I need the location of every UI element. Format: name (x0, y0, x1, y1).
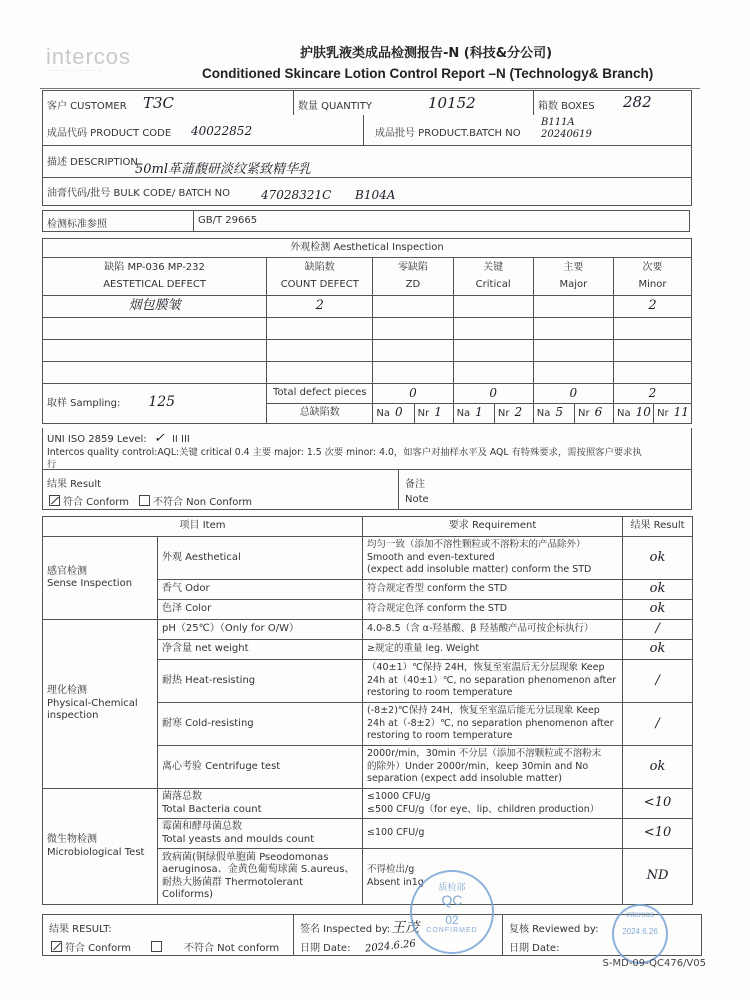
batch-value-2: 20240619 (541, 129, 592, 140)
na-label: Na (536, 408, 551, 420)
defect-row (43, 362, 692, 384)
total-zd: 0 (373, 384, 453, 404)
nonconform-label: 不符合 Non Conform (153, 497, 253, 508)
na-label: Na (376, 408, 390, 420)
header-major: 主要 Major (533, 258, 613, 296)
test-row (43, 537, 693, 580)
test-requirement: 2000r/min，30min 不分层（添加不溶颗粒或不溶粉末 的除外）Under 2000r/min，keep 30min and No separation (expect add insoluble matter) (363, 746, 623, 789)
product-code-value: 40022852 (191, 124, 253, 138)
test-result: / (623, 660, 693, 703)
divider (193, 211, 194, 231)
defect-count: 2 (267, 296, 373, 318)
nr-value: 11 (673, 405, 689, 420)
defect-critical (453, 362, 533, 384)
test-result: ok (623, 580, 693, 600)
total-critical: 0 (453, 384, 533, 404)
note-label-en: Note (405, 494, 429, 505)
test-item: 色泽 Color (158, 600, 363, 620)
na-value: 1 (475, 405, 483, 420)
conform-label: 符合 Conform (63, 497, 129, 508)
final-result-label: 结果 RESULT: (49, 924, 112, 935)
batch-label: 成品批号 PRODUCT.BATCH NO (375, 128, 521, 139)
defect-count (267, 362, 373, 384)
nr-value: 6 (594, 405, 603, 420)
document-code: S-MD-09-QC476/V05 (602, 958, 706, 969)
na-cell (373, 404, 414, 424)
nr-value: 1 (434, 405, 442, 420)
final-notconform-option[interactable] (151, 939, 279, 954)
defect-critical (453, 318, 533, 340)
standard-label: 检测标准参照 (47, 219, 107, 230)
defect-row (43, 296, 692, 318)
defect-defect (43, 362, 267, 384)
na-label: Na (456, 408, 471, 420)
defect-zd (373, 318, 453, 340)
na-cell (533, 404, 574, 424)
header-requirement: 要求 Requirement (363, 517, 623, 537)
nr-cell (414, 404, 453, 424)
standard-row (42, 210, 690, 232)
test-requirement: 均匀一致（添加不溶性颗粒或不溶粉末的产品除外） Smooth and even-textured (expect add insoluble matter) conform the STD (363, 537, 623, 580)
header-result: 结果 Result (623, 517, 693, 537)
test-requirement: （40±1）℃保持 24H，恢复至室温后无分层现象 Keep 24h at（40±1）℃, no separation phenomenon after restoring to room temperature (363, 660, 623, 703)
standard-value: GB/T 29665 (198, 215, 258, 226)
inspected-date-label: 日期 Date: (300, 943, 351, 954)
defect-major (533, 340, 613, 362)
intercos-logo: intercos (46, 44, 132, 69)
test-result: ok (623, 746, 693, 789)
nr-label: Nr (578, 408, 590, 420)
test-group: 感官检测 Sense Inspection (43, 537, 158, 620)
nr-label: Nr (497, 408, 510, 420)
na-value: 0 (394, 405, 403, 420)
product-code-label: 成品代码 PRODUCT CODE (47, 128, 172, 139)
final-notconform-label: 不符合 Not conform (184, 943, 280, 954)
logo-tagline: — — — — — — — — — (48, 68, 103, 73)
info-row-1 (42, 90, 692, 116)
bulk-label: 油膏代码/批号 BULK CODE/ BATCH NO (47, 188, 230, 199)
defect-major (533, 362, 613, 384)
qc-confirmed-stamp: 质检部 QC 02 CONFIRMED (410, 870, 494, 954)
iso-levels: II III (171, 434, 190, 445)
header-divider (40, 88, 700, 89)
divider (293, 915, 294, 955)
test-requirement: ≤100 CFU/g (363, 819, 623, 849)
test-item: 外观 Aesthetical (158, 537, 363, 580)
defect-zd (373, 296, 453, 318)
test-group: 理化检测 Physical-Chemical inspection (43, 620, 158, 789)
quantity-label: 数量 QUANTITY (298, 101, 372, 112)
result-block (42, 470, 692, 510)
defect-defect (43, 340, 267, 362)
nr-label: Nr (657, 408, 669, 420)
bulk-value-2: B104A (355, 188, 396, 202)
nr-cell (494, 404, 533, 424)
total-label-cn: 总缺陷数 (267, 404, 373, 424)
header-item: 项目 Item (43, 517, 363, 537)
report-title-cn: 护肤乳液类成品检测报告-N (科技&分公司) (300, 46, 553, 61)
description-label: 描述 DESCRIPTION (47, 157, 138, 168)
info-row-2 (42, 115, 692, 146)
header-minor: 次要 Minor (613, 258, 691, 296)
defect-major (533, 296, 613, 318)
test-requirement: 符合规定色泽 conform the STD (363, 600, 623, 620)
test-requirement: (-8±2)℃保持 24H，恢复至室温后能无分层现象 Keep 24h at（-8±2）℃, no separation phenomenon after restoring to room temperature (363, 703, 623, 746)
na-value: 10 (635, 405, 651, 420)
divider (502, 915, 503, 955)
boxes-value: 282 (623, 93, 652, 111)
na-cell (613, 404, 653, 424)
na-label: Na (616, 408, 631, 420)
nonconform-checkbox[interactable] (139, 495, 150, 506)
header-count: 缺陷数 COUNT DEFECT (267, 258, 373, 296)
test-result: / (623, 703, 693, 746)
note-label-cn: 备注 (405, 479, 425, 490)
test-result: / (623, 620, 693, 640)
defect-minor (613, 340, 691, 362)
nr-cell (575, 404, 614, 424)
iso-check-mark: ✓ (153, 431, 165, 446)
total-major: 0 (533, 384, 613, 404)
test-result: ok (623, 537, 693, 580)
tests-table (42, 516, 693, 905)
na-value: 5 (555, 405, 564, 420)
divider (363, 115, 364, 145)
defect-zd (373, 362, 453, 384)
defect-defect (43, 318, 267, 340)
aql-block (42, 428, 692, 470)
defect-count (267, 318, 373, 340)
boxes-label: 箱数 BOXES (538, 101, 595, 112)
defect-minor (613, 318, 691, 340)
divider (293, 91, 294, 115)
defect-major (533, 318, 613, 340)
final-conform-option[interactable] (51, 939, 131, 954)
final-conform-checkbox[interactable] (51, 941, 62, 952)
reviewed-label: 复核 Reviewed by: (509, 924, 599, 935)
test-item: 菌落总数 Total Bacteria count (158, 789, 363, 819)
nr-value: 2 (514, 405, 523, 420)
conform-option[interactable] (49, 493, 129, 508)
info-row-3 (42, 146, 692, 178)
header-defect: 缺陷 MP-036 MP-232 AESTETICAL DEFECT (43, 258, 267, 296)
result-label: 结果 Result (47, 479, 102, 490)
defect-count (267, 340, 373, 362)
test-requirement: 符合规定香型 conform the STD (363, 580, 623, 600)
defect-row (43, 318, 692, 340)
header-zd: 零缺陷 ZD (373, 258, 453, 296)
defect-defect: 烟包膜皱 (43, 296, 267, 318)
nonconform-option[interactable] (139, 493, 252, 508)
test-item: 离心考验 Centrifuge test (158, 746, 363, 789)
test-requirement: ≥规定的重量 leg. Weight (363, 640, 623, 660)
customer-label: 客户 CUSTOMER (47, 101, 127, 112)
description-value: 50ml革蒲馥研淡纹紧致精华乳 (135, 162, 312, 177)
test-result: <10 (623, 819, 693, 849)
inspected-date: 2024.6.26 (364, 938, 417, 955)
conform-checkbox[interactable] (49, 495, 60, 506)
aesthetic-inspection-table (42, 238, 692, 424)
total-minor: 2 (613, 384, 691, 404)
intercos-date-stamp: intercos 2024.6.26 (612, 904, 668, 964)
test-result: ND (623, 849, 693, 905)
test-item: 净含量 net weight (158, 640, 363, 660)
aql-text-cont: 行 (47, 459, 57, 470)
final-notconform-checkbox[interactable] (151, 941, 162, 952)
test-requirement: ≤1000 CFU/g ≤500 CFU/g（for eye、lip、children production） (363, 789, 623, 819)
iso-label: UNI ISO 2859 Level: (47, 434, 147, 445)
test-item: 致病菌(铜绿假单胞菌 Pseodomonas aeruginosa、金黄色葡萄球菌 S.aureus、 耐热大肠菌群 Thermotolerant Coliforms) (158, 849, 363, 905)
report-title-en: Conditioned Skincare Lotion Control Report –N (Technology& Branch) (202, 66, 654, 81)
total-label-en: Total defect pieces (267, 384, 373, 404)
nr-cell (654, 404, 692, 424)
inspected-label: 签名 Inspected by: (300, 924, 391, 935)
info-row-4 (42, 178, 692, 206)
test-group: 微生物检测 Microbiological Test (43, 789, 158, 905)
customer-value: T3C (143, 94, 175, 112)
sampling-value: 125 (148, 394, 176, 411)
defect-minor: 2 (613, 296, 691, 318)
footer-block (42, 914, 702, 956)
test-item: 霉菌和酵母菌总数 Total yeasts and moulds count (158, 819, 363, 849)
sampling-label: 取样 Sampling: (47, 398, 121, 410)
header-critical: 关键 Critical (453, 258, 533, 296)
test-item: pH（25℃）（Only for O/W） (158, 620, 363, 640)
bulk-value-1: 47028321C (261, 188, 332, 202)
defect-zd (373, 340, 453, 362)
test-item: 香气 Odor (158, 580, 363, 600)
defect-critical (453, 296, 533, 318)
nr-label: Nr (417, 408, 430, 420)
aql-text: Intercos quality control:AQL:关键 critical 0.4 主要 major: 1.5 次要 minor: 4.0，如客户对抽样水平及 AQL 有特殊要求，需按照客户要求执 (47, 447, 642, 458)
quantity-value: 10152 (428, 94, 476, 112)
defect-minor (613, 362, 691, 384)
inspected-signature: 王茂 (391, 920, 419, 936)
test-item: 耐热 Heat-resisting (158, 660, 363, 703)
divider (533, 91, 534, 115)
final-conform-label: 符合 Conform (65, 943, 131, 954)
aesthetic-title: 外观检测 Aesthetical Inspection (43, 239, 692, 258)
sampling-cell (43, 384, 267, 424)
test-result: ok (623, 600, 693, 620)
reviewed-date-label: 日期 Date: (509, 943, 560, 954)
test-result: ok (623, 640, 693, 660)
test-result: <10 (623, 789, 693, 819)
test-row (43, 620, 693, 640)
defect-row (43, 340, 692, 362)
defect-critical (453, 340, 533, 362)
test-item: 耐寒 Cold-resisting (158, 703, 363, 746)
test-requirement: 不得检出/g Absent in1g (363, 849, 623, 905)
na-cell (453, 404, 494, 424)
test-requirement: 4.0-8.5（含 α-羟基酸、β 羟基酸产品可按企标执行） (363, 620, 623, 640)
divider (398, 470, 399, 509)
test-row (43, 789, 693, 819)
batch-value-1: B111A (541, 117, 575, 128)
